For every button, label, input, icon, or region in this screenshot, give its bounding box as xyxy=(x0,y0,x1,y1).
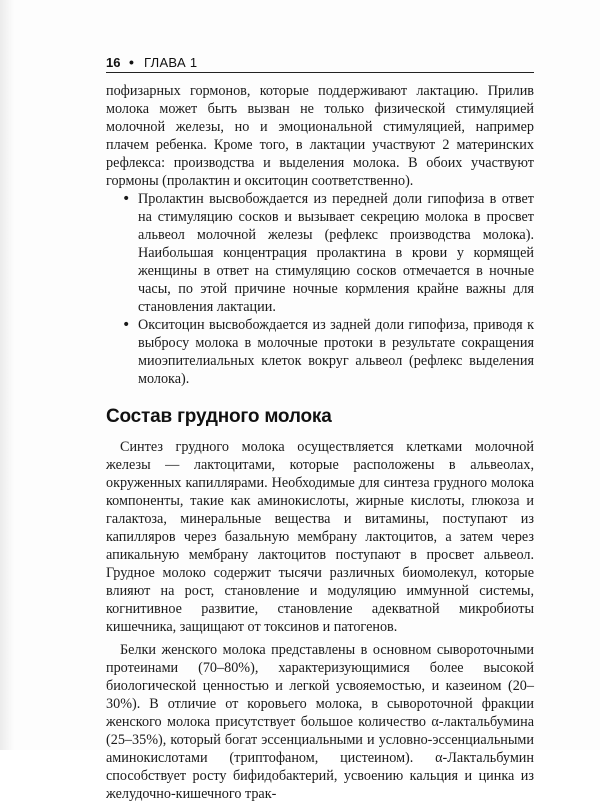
page-body xyxy=(106,82,534,803)
proteins-paragraph: Белки женского молока представлены в основном сывороточными протеинами (70–80%), характеризующимися более высокой биологической ценностью и легкой усвояемостью, и казеином (20–30%). В отличие от коровьего молока, в сывороточной фракции женского молока присутствует большое количество α-лактальбумина (25–35%), который богат эссенциальными и условно-эссенциальными аминокислотами (триптофаном, цистеином). α-Лактальбумин способствует росту бифидобактерий, усвоению кальция и цинка из желудочно-кишечного трак- xyxy=(106,642,534,802)
chapter-label: ГЛАВА 1 xyxy=(144,55,198,70)
synthesis-paragraph: Синтез грудного молока осуществляется клетками молочной железы — лактоцитами, которые расположены в альвеолах, окруженных капиллярами. Необходимые для синтеза грудного молока компоненты, такие как аминокислоты, жирные кислоты, глюкоза и галактоза, минеральные вещества и витамины, поступают из капилляров через базальную мембрану лактоцитов, а затем через апикальную мембрану лактоцитов поступают в просвет альвеол. Грудное молоко содержит тысячи различных биомолекул, которые влияют на рост, становление и модуляцию иммунной системы, когнитивное развитие, становление адекватной микробиоты кишечника, защищают от токсинов и патогенов. xyxy=(106,439,534,635)
header-separator: • xyxy=(129,54,134,70)
header-rule xyxy=(106,72,534,73)
list-item-text: Окситоцин высвобождается из задней доли гипофиза, приводя к выбросу молока в молочные протоки в результате сокращения миоэпителиальных клеток вокруг альвеол (рефлекс выделения молока). xyxy=(138,317,534,387)
list-item xyxy=(120,190,534,316)
reflex-list xyxy=(106,190,534,388)
section-title: Состав грудного молока xyxy=(106,406,332,427)
bullet-icon: • xyxy=(122,191,131,207)
intro-paragraph: пофизарных гормонов, которые поддерживают лактацию. Прилив молока может быть вызван не только физической стимуляцией молочной железы, но и эмоциональной стимуляцией, например плачем ребенка. Кроме того, в лактации участвуют 2 материнских рефлекса: производства и выделения молока. В обоих участвуют гормоны (пролактин и окситоцин соответственно). xyxy=(106,83,534,189)
page-number: 16 xyxy=(106,55,121,70)
running-header xyxy=(106,55,526,73)
list-item-text: Пролактин высвобождается из передней доли гипофиза в ответ на стимуляцию сосков и вызывает секрецию молока в просвет альвеол молочной железы (рефлекс производства молока). Наибольшая концентрация пролактина в крови у кормящей женщины в ответ на стимуляцию сосков отмечается в ночные часы, по этой причине ночные кормления крайне важны для становления лактации. xyxy=(138,191,534,315)
bullet-icon: • xyxy=(122,317,131,333)
list-item xyxy=(120,316,534,388)
